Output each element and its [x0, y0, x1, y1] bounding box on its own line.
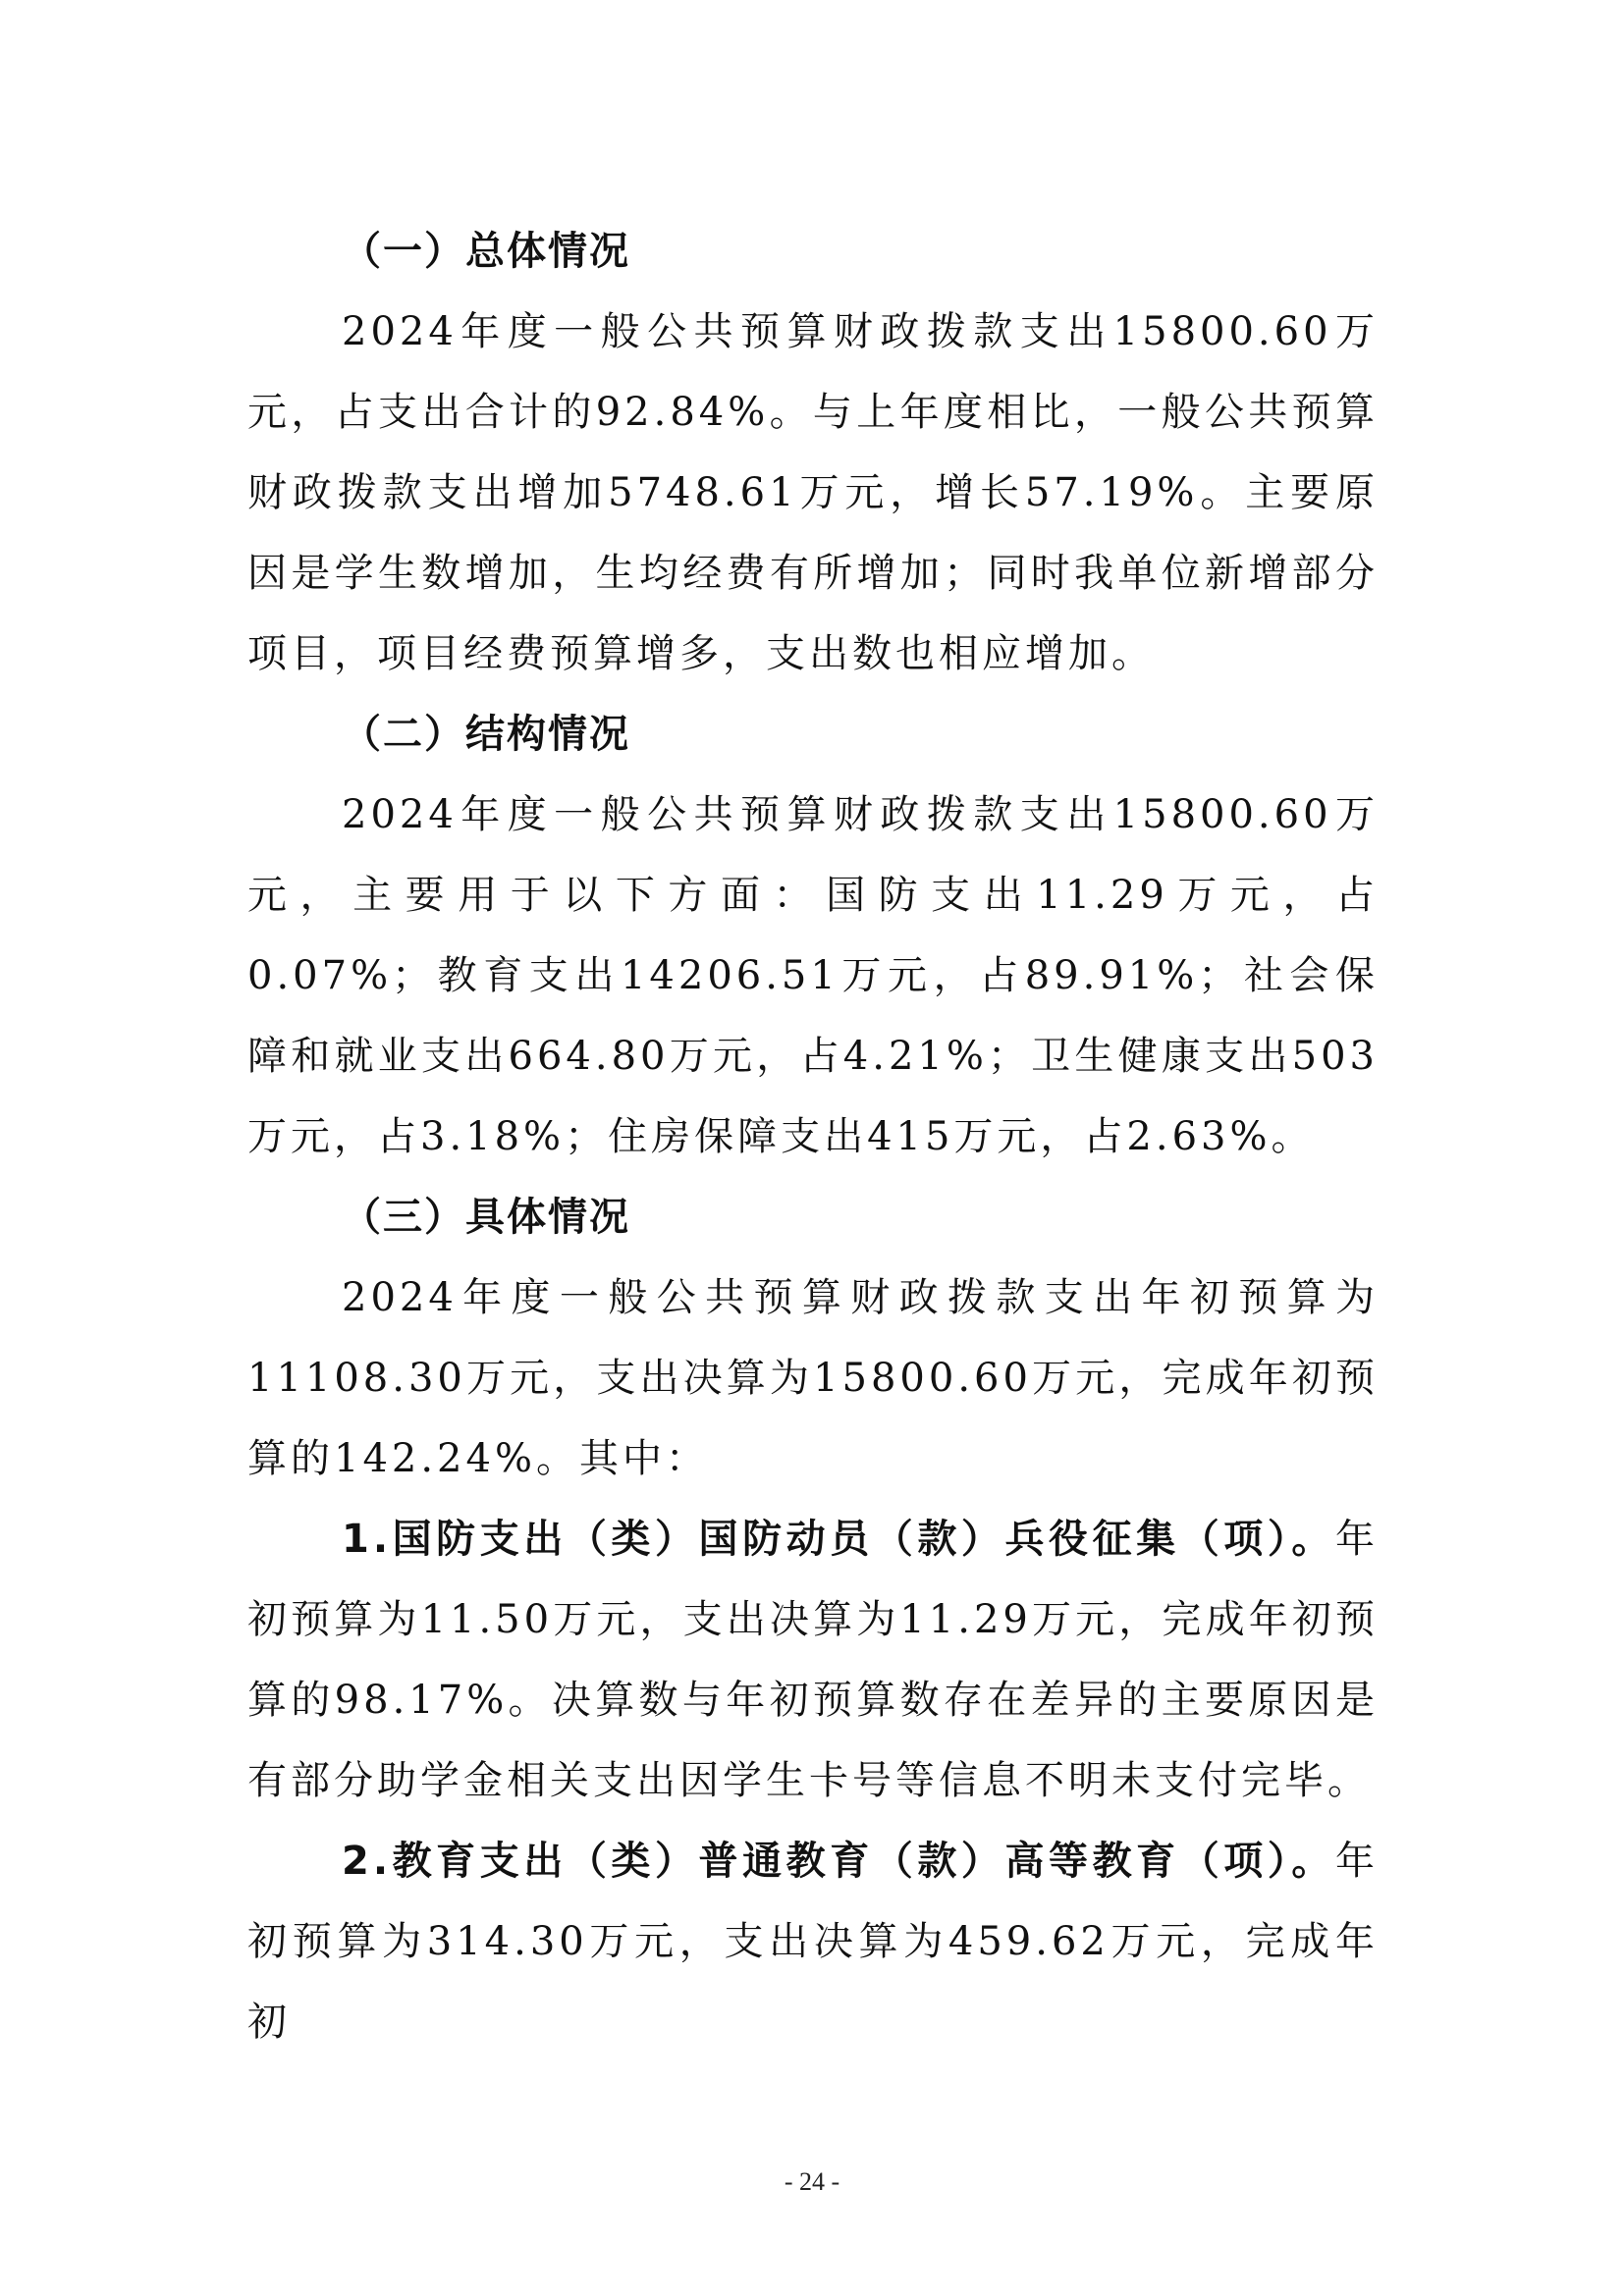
- list-item-title: 2.教育支出（类）普通教育（款）高等教育（项）。: [342, 1839, 1335, 1884]
- document-body: [247, 211, 1379, 2062]
- section-paragraph-details: 2024年度一般公共预算财政拨款支出年初预算为11108.30万元，支出决算为15800.60万元，完成年初预算的142.24%。其中：: [247, 1275, 1379, 1481]
- page-number: - 24 -: [784, 2167, 840, 2196]
- list-item-higher-education: [247, 1821, 1379, 2062]
- section-heading-overall: （一）总体情况: [342, 229, 630, 274]
- section-paragraph-structure: 2024年度一般公共预算财政拨款支出15800.60万元，主要用于以下方面：国防支出11.29万元，占0.07%；教育支出14206.51万元，占89.91%；社会保障和就业支出664.80万元，占4.21%；卫生健康支出503万元，占3.18%；住房保障支出415万元，占2.63%。: [247, 792, 1379, 1159]
- section-paragraph-overall: 2024年度一般公共预算财政拨款支出15800.60万元，占支出合计的92.84%。与上年度相比，一般公共预算财政拨款支出增加5748.61万元，增长57.19%。主要原因是学生数增加，生均经费有所增加；同时我单位新增部分项目，项目经费预算增多，支出数也相应增加。: [247, 309, 1379, 676]
- list-item-text: 年初预算为11.50万元，支出决算为11.29万元，完成年初预算的98.17%。决算数与年初预算数存在差异的主要原因是有部分助学金相关支出因学生卡号等信息不明未支付完毕。: [247, 1517, 1379, 1803]
- section-heading-details: （三）具体情况: [342, 1195, 630, 1240]
- section-heading-structure: （二）结构情况: [342, 712, 630, 757]
- list-item-national-defense: [247, 1499, 1379, 1821]
- list-item-text: 年初预算为314.30万元，支出决算为459.62万元，完成年初: [247, 1839, 1379, 2045]
- list-item-title: 1.国防支出（类）国防动员（款）兵役征集（项）。: [342, 1517, 1335, 1562]
